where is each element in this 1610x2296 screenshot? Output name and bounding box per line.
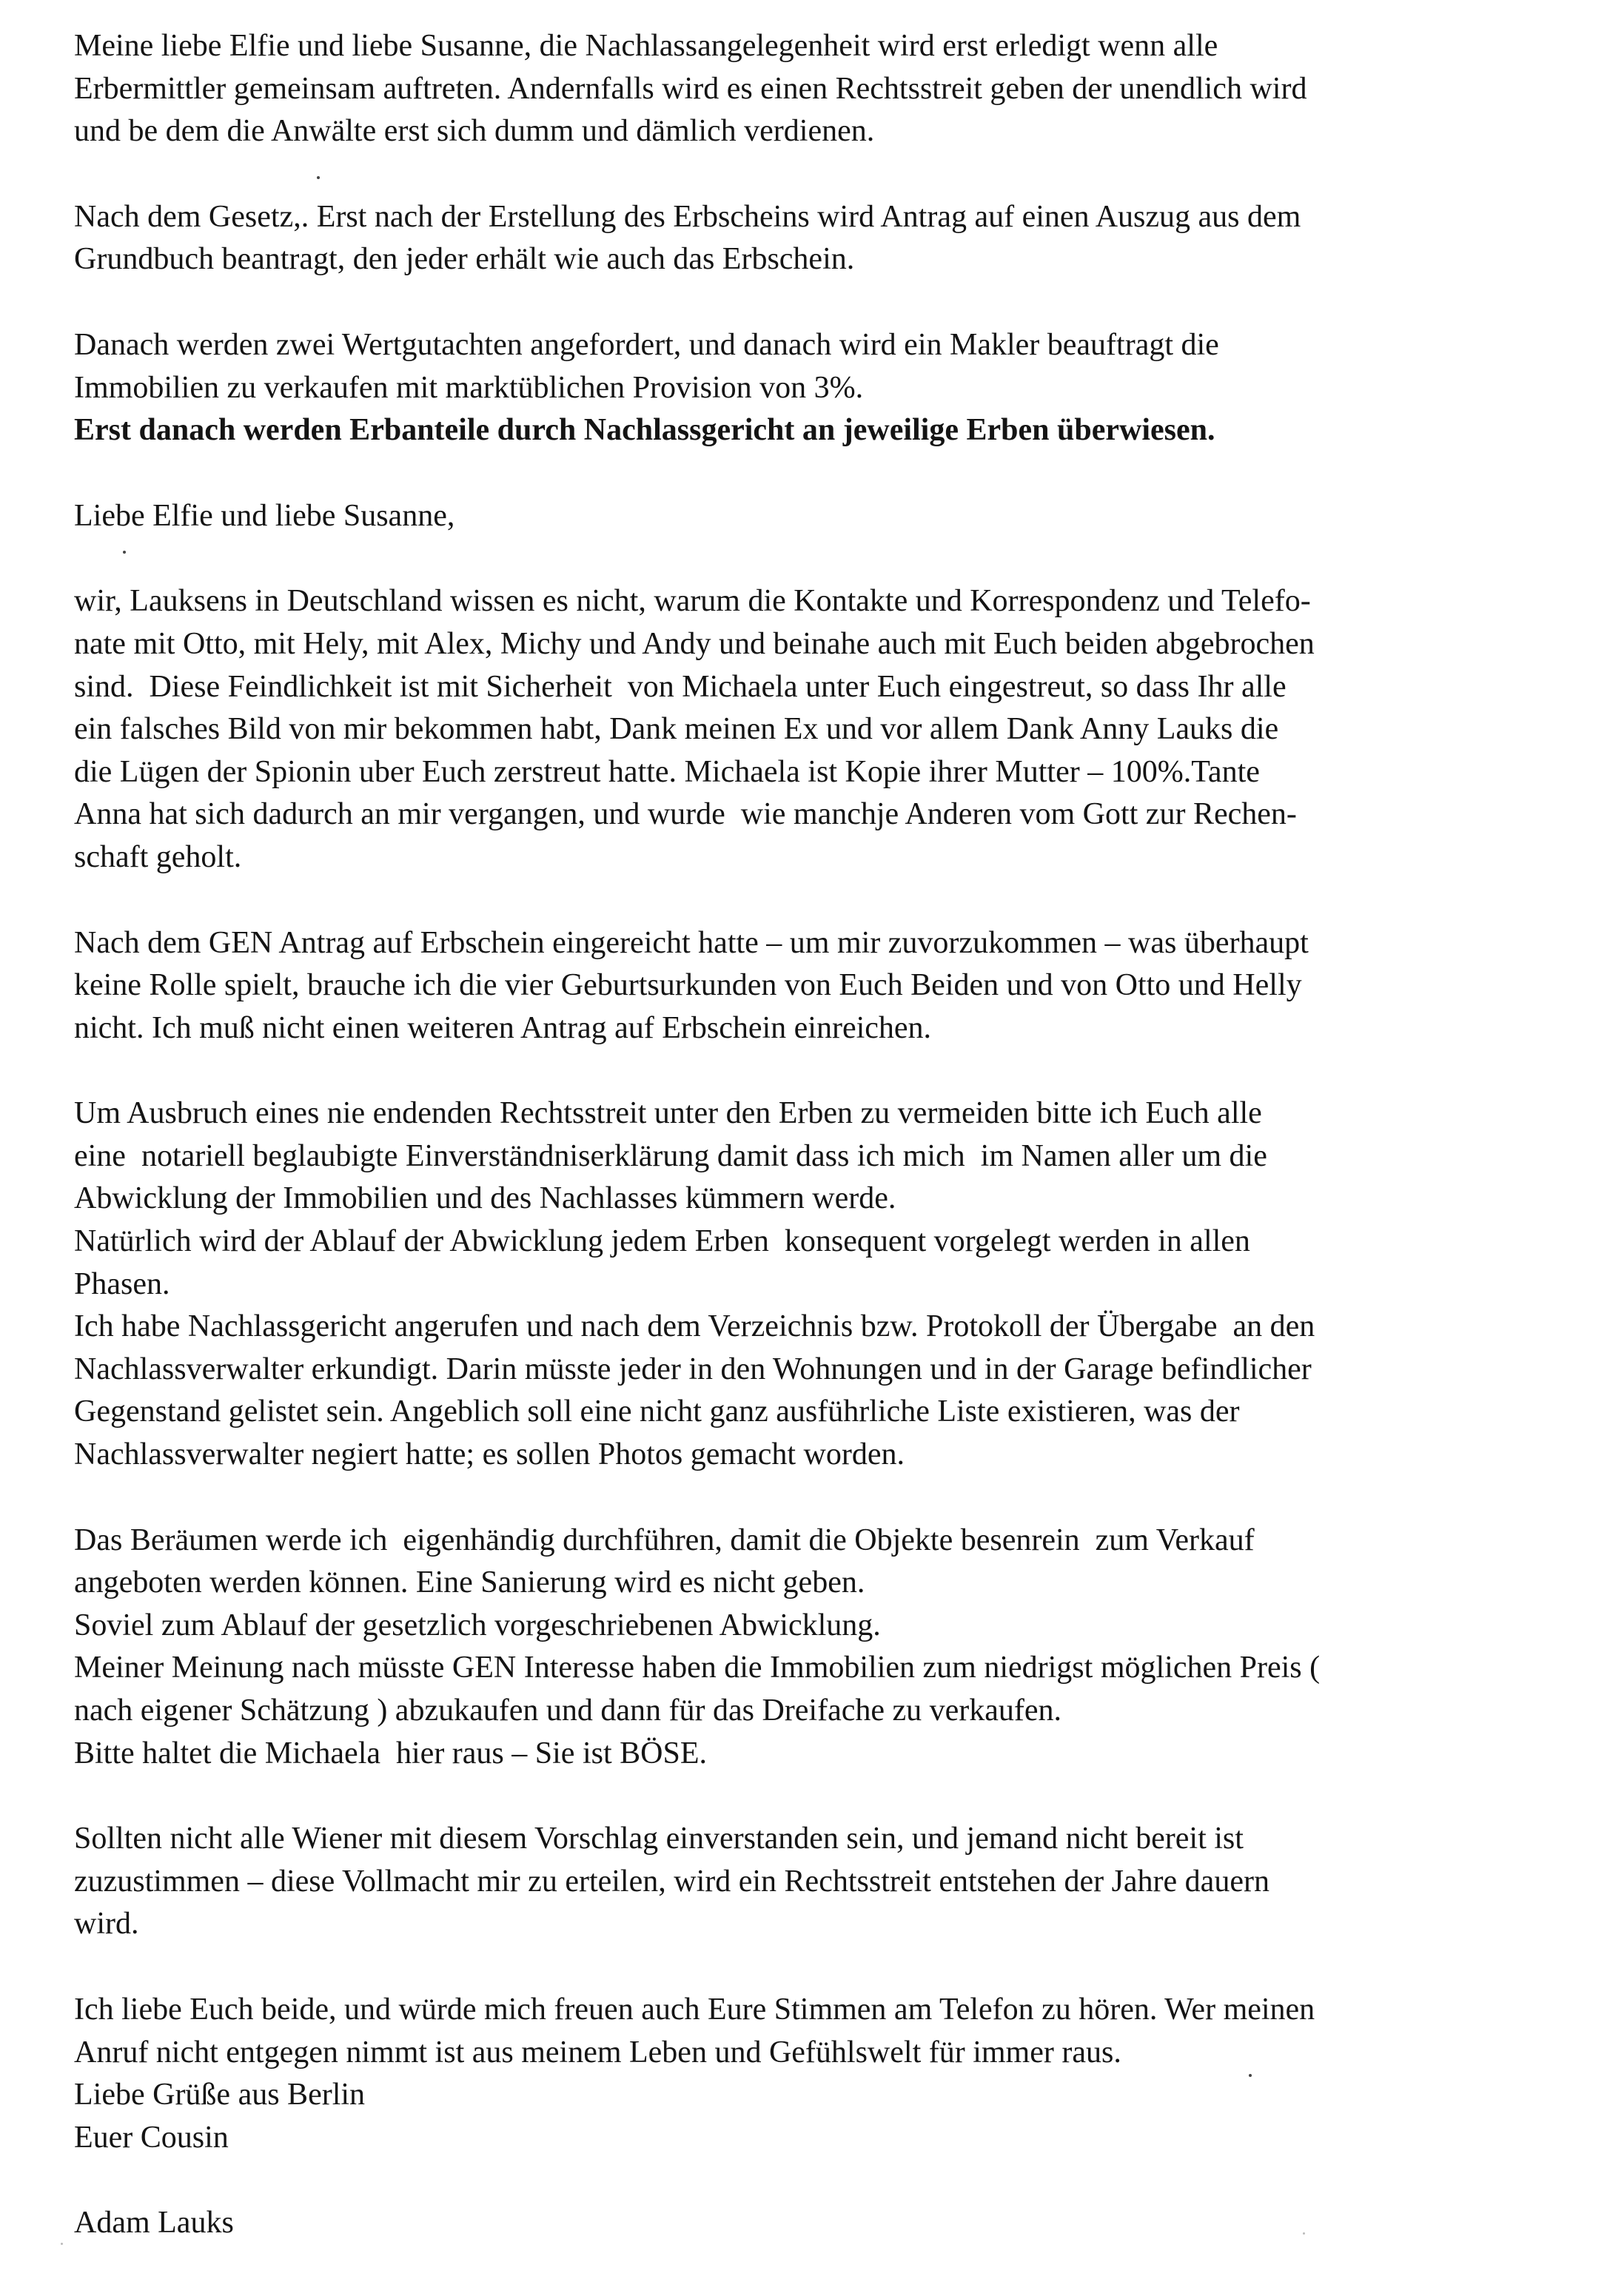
- paragraph-appraisal: [74, 324, 1554, 452]
- text-line: Um Ausbruch eines nie endenden Rechtsstreit unter den Erben zu vermeiden bitte ich Euch alle: [74, 1096, 1262, 1131]
- closing-relation: Euer Cousin: [74, 2120, 229, 2155]
- text-line: Abwicklung der Immobilien und des Nachlasses kümmern werde.: [74, 1181, 896, 1216]
- salutation: Liebe Elfie und liebe Susanne,: [74, 498, 455, 533]
- text-line: keine Rolle spielt, brauche ich die vier Geburtsurkunden von Euch Beiden und von Otto und Helly: [74, 968, 1302, 1003]
- paragraph-family: [74, 580, 1554, 879]
- scan-speck: [61, 2243, 63, 2245]
- text-line: zuzustimmen – diese Vollmacht mir zu erteilen, wird ein Rechtsstreit entstehen der Jahre dauern: [74, 1864, 1269, 1899]
- text-line: Das Beräumen werde ich eigenhändig durchführen, damit die Objekte besenrein zum Verkauf: [74, 1523, 1255, 1557]
- text-line: Anna hat sich dadurch an mir vergangen, und wurde wie manchje Anderen vom Gott zur Rechen-: [74, 797, 1297, 832]
- paragraph-law: [74, 196, 1554, 281]
- text-line: Erbermittler gemeinsam auftreten. Andernfalls wird es einen Rechtsstreit geben der unendlich wird: [74, 71, 1307, 106]
- text-line: Nach dem GEN Antrag auf Erbschein eingereicht hatte – um mir zuvorzukommen – was überhaupt: [74, 925, 1309, 960]
- text-line: schaft geholt.: [74, 839, 242, 874]
- text-line: nicht. Ich muß nicht einen weiteren Antrag auf Erbschein einreichen.: [74, 1010, 932, 1045]
- scan-speck: [123, 551, 126, 554]
- paragraph-clearing: [74, 1520, 1554, 1776]
- text-line: Meiner Meinung nach müsste GEN Interesse haben die Immobilien zum niedrigst möglichen Preis (: [74, 1651, 1321, 1685]
- paragraph-closing: [74, 1989, 1554, 2159]
- text-line: angeboten werden können. Eine Sanierung wird es nicht geben.: [74, 1565, 865, 1600]
- text-line: Nach dem Gesetz,. Erst nach der Erstellung des Erbscheins wird Antrag auf einen Auszug aus dem: [74, 199, 1301, 234]
- signature-block: [74, 2202, 1554, 2245]
- scan-speck: [317, 176, 320, 179]
- paragraph-certificate: [74, 922, 1554, 1050]
- scan-speck: [1303, 2232, 1305, 2235]
- text-line: Phasen.: [74, 1266, 170, 1301]
- paragraph-intro: [74, 25, 1554, 153]
- text-line: Natürlich wird der Ablauf der Abwicklung jedem Erben konsequent vorgelegt werden in allen: [74, 1224, 1250, 1259]
- text-line: Ich liebe Euch beide, und würde mich freuen auch Eure Stimmen am Telefon zu hören. Wer meinen: [74, 1992, 1315, 2027]
- text-line: wir, Lauksens in Deutschland wissen es nicht, warum die Kontakte und Korrespondenz und Telefo-: [74, 584, 1311, 619]
- text-line: ein falsches Bild von mir bekommen habt, Dank meinen Ex und vor allem Dank Anny Lauks die: [74, 712, 1279, 747]
- text-line: Anruf nicht entgegen nimmt ist aus meinem Leben und Gefühlswelt für immer raus.: [74, 2035, 1121, 2070]
- text-line: Nachlassverwalter erkundigt. Darin müsste jeder in den Wohnungen und in der Garage befindlicher: [74, 1352, 1312, 1386]
- paragraph-greeting: [74, 495, 1554, 538]
- paragraph-warning: [74, 1818, 1554, 1946]
- text-line: wird.: [74, 1907, 139, 1941]
- text-line: Soviel zum Ablauf der gesetzlich vorgeschriebenen Abwicklung.: [74, 1608, 881, 1642]
- text-line: Danach werden zwei Wertgutachten angefordert, und danach wird ein Makler beauftragt die: [74, 327, 1219, 362]
- scan-speck: [1249, 2074, 1252, 2077]
- text-line: die Lügen der Spionin uber Euch zerstreut hatte. Michaela ist Kopie ihrer Mutter – 100%.Tante: [74, 754, 1260, 789]
- closing-greeting: Liebe Grüße aus Berlin: [74, 2078, 366, 2112]
- text-line: Bitte haltet die Michaela hier raus – Sie ist BÖSE.: [74, 1736, 707, 1770]
- text-line: eine notariell beglaubigte Einverständniserklärung damit dass ich mich im Namen aller um die: [74, 1138, 1267, 1173]
- paragraph-consent: [74, 1092, 1554, 1476]
- signature-name: Adam Lauks: [74, 2206, 234, 2240]
- text-line: sind. Diese Feindlichkeit ist mit Sicherheit von Michaela unter Euch eingestreut, so dass Ihr alle: [74, 669, 1287, 704]
- text-line: Meine liebe Elfie und liebe Susanne, die Nachlassangelegenheit wird erst erledigt wenn alle: [74, 29, 1218, 63]
- letter-body: [74, 25, 1554, 2288]
- text-line: Nachlassverwalter negiert hatte; es sollen Photos gemacht worden.: [74, 1437, 905, 1472]
- text-line: Gegenstand gelistet sein. Angeblich soll eine nicht ganz ausführliche Liste existieren, was der: [74, 1394, 1240, 1429]
- text-line: nate mit Otto, mit Hely, mit Alex, Michy und Andy und beinahe auch mit Euch beiden abgebrochen: [74, 626, 1315, 661]
- text-line: Ich habe Nachlassgericht angerufen und nach dem Verzeichnis bzw. Protokoll der Übergabe an den: [74, 1309, 1315, 1344]
- bold-statement: Erst danach werden Erbanteile durch Nachlassgericht an jeweilige Erben überwiesen.: [74, 413, 1215, 448]
- text-line: Immobilien zu verkaufen mit marktüblichen Provision von 3%.: [74, 370, 864, 405]
- text-line: Grundbuch beantragt, den jeder erhält wie auch das Erbschein.: [74, 242, 855, 277]
- text-line: Sollten nicht alle Wiener mit diesem Vorschlag einverstanden sein, und jemand nicht bereit ist: [74, 1822, 1244, 1856]
- text-line: nach eigener Schätzung ) abzukaufen und dann für das Dreifache zu verkaufen.: [74, 1694, 1062, 1728]
- text-line: und be dem die Anwälte erst sich dumm und dämlich verdienen.: [74, 114, 875, 149]
